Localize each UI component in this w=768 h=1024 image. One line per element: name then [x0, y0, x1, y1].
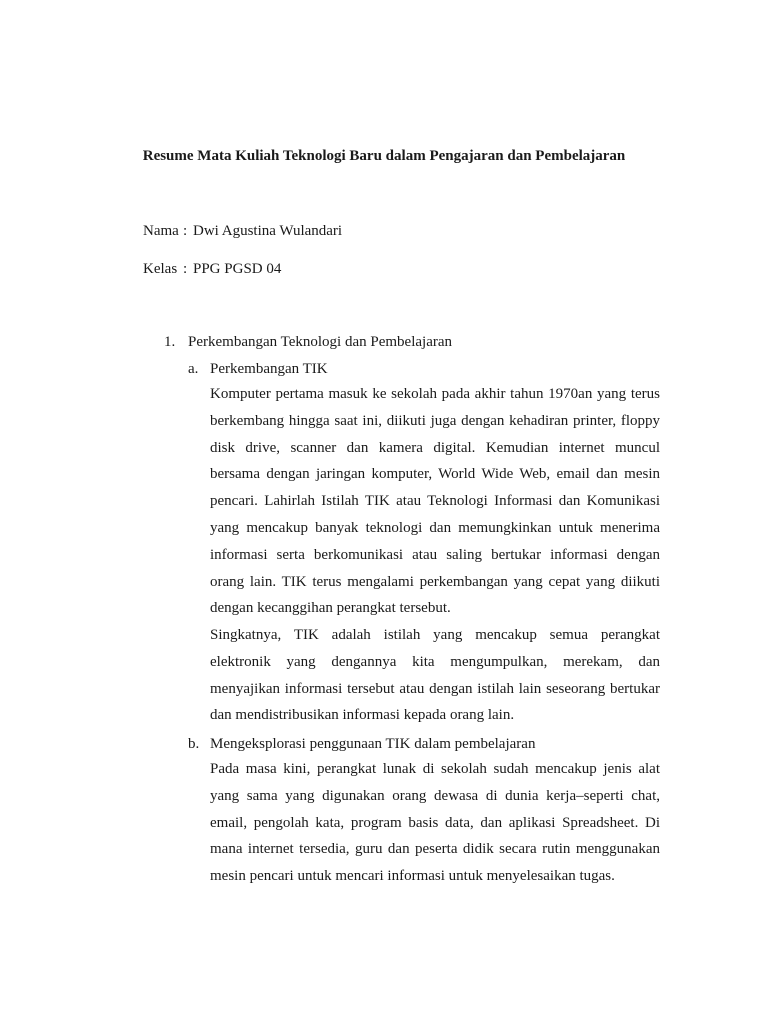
nama-row [143, 221, 342, 241]
kelas-label: Kelas [143, 261, 178, 277]
subsection-a-paragraph-2: Singkatnya, TIK adalah istilah yang mencakup semua perangkat elektronik yang dengannya kita mengumpulkan, merekam, dan menyajikan informasi tersebut atau dengan istilah lain seseorang bertukar dan mendistribusikan informasi kepada orang lain. [210, 627, 660, 724]
subsection-a-letter: a. [188, 361, 199, 377]
subsection-a-heading: Perkembangan TIK [210, 361, 328, 377]
subsection-b-heading: Mengeksplorasi penggunaan TIK dalam pembelajaran [210, 736, 536, 752]
subsection-b-letter: b. [188, 736, 200, 752]
document-title: Resume Mata Kuliah Teknologi Baru dalam Pengajaran dan Pembelajaran [142, 148, 626, 164]
kelas-row [143, 259, 281, 279]
section-1-number: 1. [164, 334, 176, 350]
kelas-value: PPG PGSD 04 [193, 261, 282, 277]
kelas-separator: : [183, 261, 188, 277]
nama-value: Dwi Agustina Wulandari [193, 223, 343, 239]
subsection-b-paragraph-1: Pada masa kini, perangkat lunak di sekolah sudah mencakup jenis alat yang sama yang digunakan orang dewasa di dunia kerja–seperti chat, email, pengolah kata, program basis data, dan aplikasi Spreadsheet. Di mana internet tersedia, guru dan peserta didik secara rutin menggunakan mesin pencari untuk mencari informasi untuk menyelesaikan tugas. [210, 761, 660, 885]
subsection-a-paragraph-1: Komputer pertama masuk ke sekolah pada akhir tahun 1970an yang terus berkembang hingga saat ini, diikuti juga dengan kehadiran printer, floppy disk drive, scanner dan kamera digital. Kemudian internet muncul bersama dengan jaringan komputer, World Wide Web, email dan mesin pencari. Lahirlah Istilah TIK atau Teknologi Informasi dan Komunikasi yang mencakup banyak teknologi dan memungkinkan untuk menerima informasi serta berkomunikasi atau saling bertukar informasi dengan orang lain. TIK terus mengalami perkembangan yang cepat yang diikuti dengan kecanggihan perangkat tersebut. [210, 386, 660, 617]
nama-separator: : [183, 223, 188, 239]
section-1-heading: Perkembangan Teknologi dan Pembelajaran [188, 334, 453, 350]
nama-label: Nama [143, 223, 179, 239]
